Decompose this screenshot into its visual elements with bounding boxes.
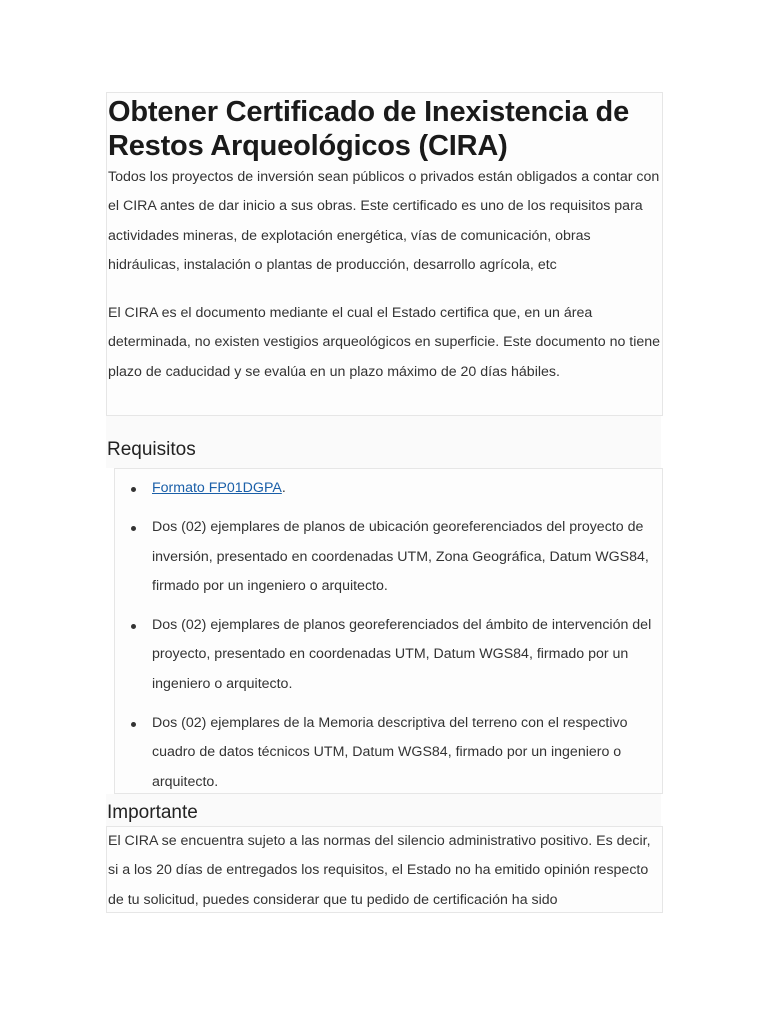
list-item: Dos (02) ejemplares de la Memoria descriptiva del terreno con el respectivo cuadro de datos técnicos UTM, Datum WGS84, firmado por un ingeniero o arquitecto. xyxy=(115,709,662,794)
list-item: Dos (02) ejemplares de planos georeferenciados del ámbito de intervención del proyecto, presentado en coordenadas UTM, Datum WGS84, firmado por un ingeniero o arquitecto. xyxy=(115,611,662,699)
intro-paragraph-1: Todos los proyectos de inversión sean públicos o privados están obligados a contar con el CIRA antes de dar inicio a sus obras. Este certificado es uno de los requisitos para actividades mineras, de explotación energética, vías de comunicación, obras hidráulicas, instalación o plantas de producción, desarrollo agrícola, etc xyxy=(108,169,660,273)
document-page xyxy=(106,92,663,913)
page-title: Obtener Certificado de Inexistencia de Restos Arqueológicos (CIRA) xyxy=(108,96,629,162)
list-item: Dos (02) ejemplares de planos de ubicación georeferenciados del proyecto de inversión, presentado en coordenadas UTM, Zona Geográfica, Datum WGS84, firmado por un ingeniero o arquitecto. xyxy=(115,513,662,601)
formato-fp01dgpa-link[interactable]: Formato FP01DGPA xyxy=(152,480,282,496)
requisitos-heading-strip xyxy=(106,416,661,468)
intro-section xyxy=(106,92,663,416)
importante-heading: Importante xyxy=(107,802,198,823)
link-suffix: . xyxy=(281,480,286,496)
intro-paragraph-2: El CIRA es el documento mediante el cual el Estado certifica que, en un área determinada, no existen vestigios arqueológicos en superficie. Este documento no tiene plazo de caducidad y se evalúa en un plazo máximo de 20 días hábiles. xyxy=(108,305,661,380)
importante-paragraph: El CIRA se encuentra sujeto a las normas del silencio administrativo positivo. Es decir, si a los 20 días de entregados los requisitos, el Estado no ha emitido opinión respecto de tu solicitud, puedes considerar que tu pedido de certificación ha sido xyxy=(108,833,651,908)
list-item xyxy=(115,474,662,503)
requisitos-heading: Requisitos xyxy=(107,439,196,460)
requisitos-list xyxy=(115,474,662,794)
importante-section xyxy=(106,826,663,913)
importante-heading-strip xyxy=(106,794,661,826)
requisitos-section xyxy=(114,468,663,794)
